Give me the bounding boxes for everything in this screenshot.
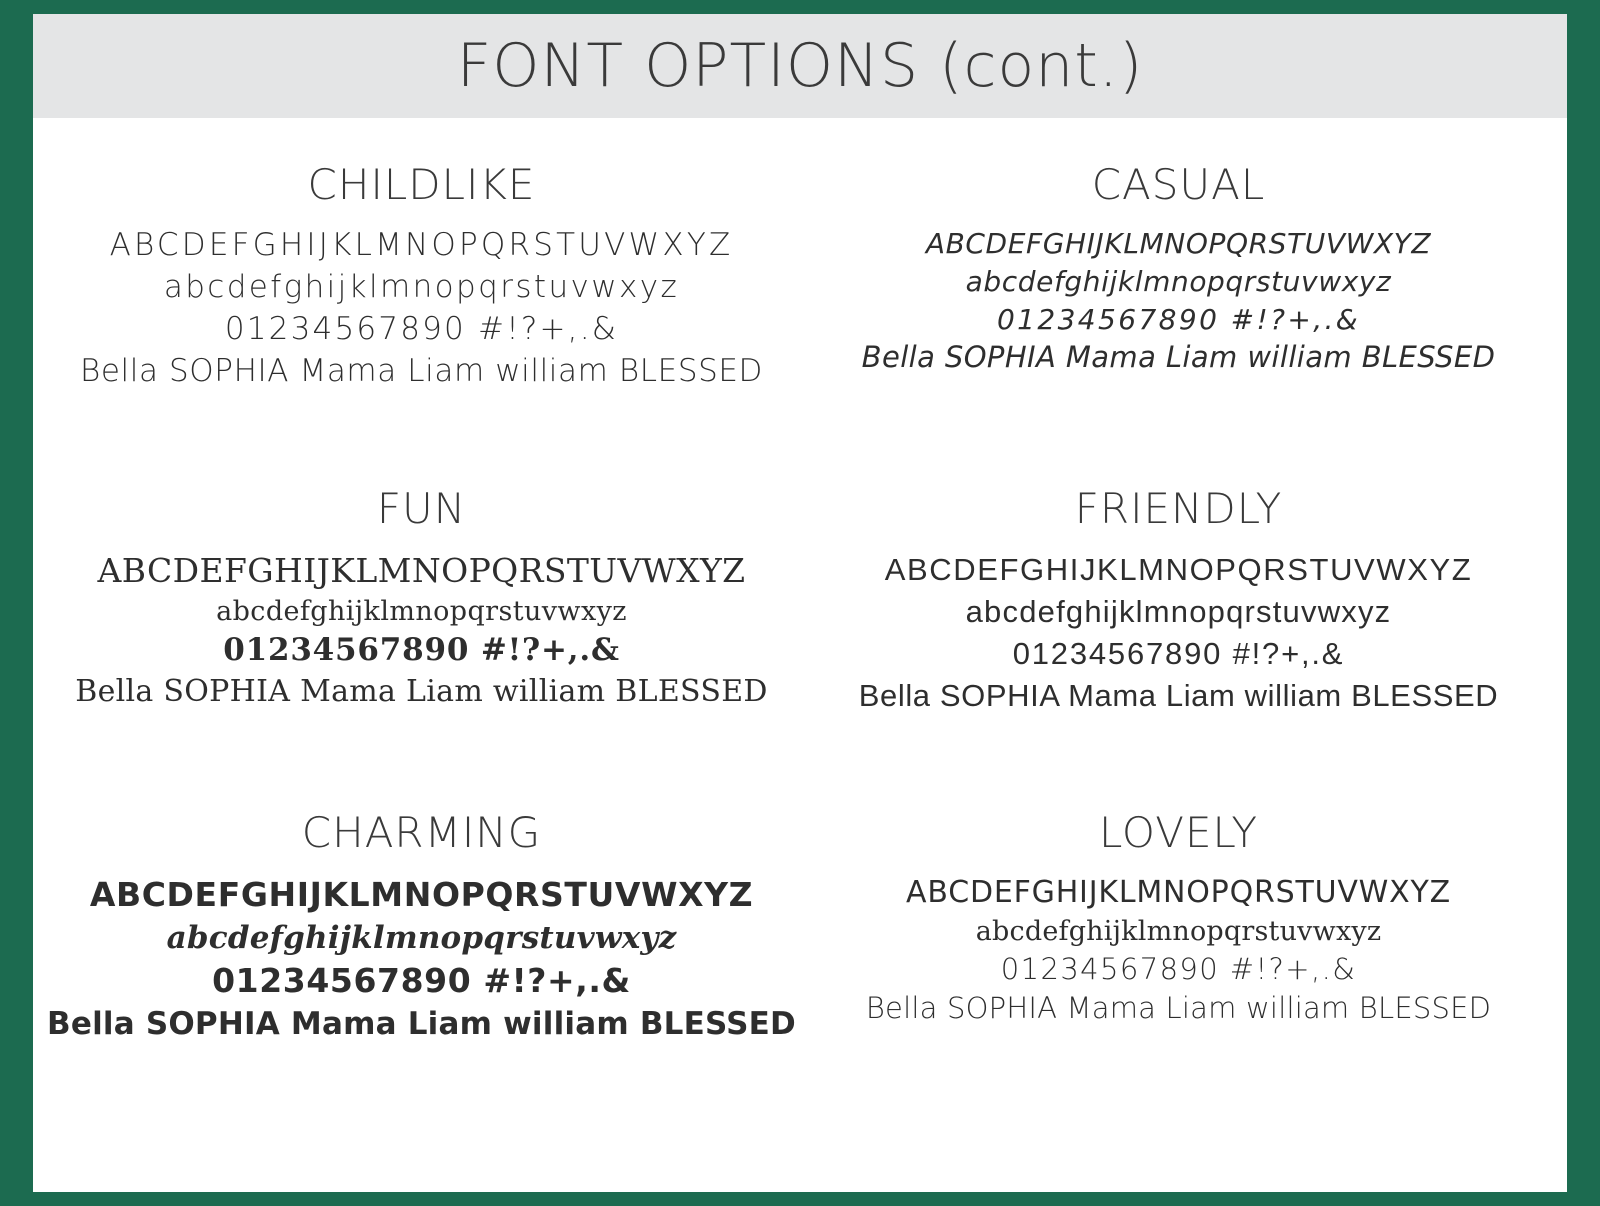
- font-specimen: [80, 225, 763, 392]
- font-specimen: [47, 873, 796, 1046]
- font-name-label: LOVELY: [1099, 808, 1258, 857]
- font-name-label: CASUAL: [1091, 160, 1266, 209]
- specimen-words: Bella SOPHIA Mama Liam william BLESSED: [47, 1005, 796, 1042]
- specimen-uppercase: ABCDEFGHIJKLMNOPQRSTUVWXYZ: [97, 551, 746, 590]
- font-sample-lovely: [800, 790, 1557, 1114]
- specimen-lowercase: abcdefghijklmnopqrstuvwxyz: [975, 915, 1382, 947]
- font-specimen: [859, 549, 1499, 716]
- font-specimen: [75, 549, 768, 712]
- specimen-numbers: 01234567890 #!?+,.&: [1012, 635, 1345, 671]
- font-options-sheet: [33, 14, 1567, 1192]
- specimen-uppercase: ABCDEFGHIJKLMNOPQRSTUVWXYZ: [884, 552, 1473, 587]
- specimen-numbers: 01234567890 #!?+,.&: [223, 631, 620, 668]
- font-name-label: FUN: [376, 484, 467, 533]
- specimen-lowercase: abcdefghijklmnopqrstuvwxyz: [166, 919, 677, 956]
- page-title: FONT OPTIONS (cont.): [456, 31, 1144, 101]
- specimen-words: Bella SOPHIA Mama Liam william BLESSED: [865, 991, 1492, 1026]
- font-sample-friendly: [800, 466, 1557, 790]
- font-sample-charming: [43, 790, 800, 1114]
- font-sample-fun: [43, 466, 800, 790]
- specimen-words: Bella SOPHIA Mama Liam william BLESSED: [79, 352, 764, 389]
- specimen-uppercase: ABCDEFGHIJKLMNOPQRSTUVWXYZ: [906, 875, 1451, 910]
- font-specimen: [866, 873, 1491, 1028]
- font-samples-grid: [33, 118, 1567, 1114]
- specimen-words: Bella SOPHIA Mama Liam william BLESSED: [75, 673, 768, 709]
- specimen-numbers: 01234567890 #!?+,.&: [1000, 951, 1357, 986]
- specimen-uppercase: ABCDEFGHIJKLMNOPQRSTUVWXYZ: [925, 227, 1432, 260]
- specimen-words: Bella SOPHIA Mama Liam william BLESSED: [858, 677, 1499, 713]
- specimen-words: Bella SOPHIA Mama Liam william BLESSED: [861, 340, 1496, 375]
- specimen-numbers: 01234567890 #!?+,.&: [224, 310, 619, 347]
- font-specimen: [862, 225, 1496, 378]
- specimen-uppercase: ABCDEFGHIJKLMNOPQRSTUVWXYZ: [109, 227, 734, 263]
- specimen-lowercase: abcdefghijklmnopqrstuvwxyz: [163, 268, 680, 305]
- font-sample-childlike: [43, 142, 800, 466]
- specimen-lowercase: abcdefghijklmnopqrstuvwxyz: [965, 264, 1392, 298]
- specimen-lowercase: abcdefghijklmnopqrstuvwxyz: [965, 593, 1392, 629]
- specimen-numbers: 01234567890 #!?+,.&: [996, 302, 1361, 336]
- specimen-lowercase: abcdefghijklmnopqrstuvwxyz: [216, 595, 627, 627]
- header-band: [33, 14, 1567, 118]
- font-name-label: CHARMING: [301, 808, 542, 857]
- font-name-label: CHILDLIKE: [307, 160, 536, 209]
- font-name-label: FRIENDLY: [1074, 484, 1283, 533]
- font-sample-casual: [800, 142, 1557, 466]
- specimen-uppercase: ABCDEFGHIJKLMNOPQRSTUVWXYZ: [89, 875, 754, 914]
- specimen-numbers: 01234567890 #!?+,.&: [212, 961, 631, 1001]
